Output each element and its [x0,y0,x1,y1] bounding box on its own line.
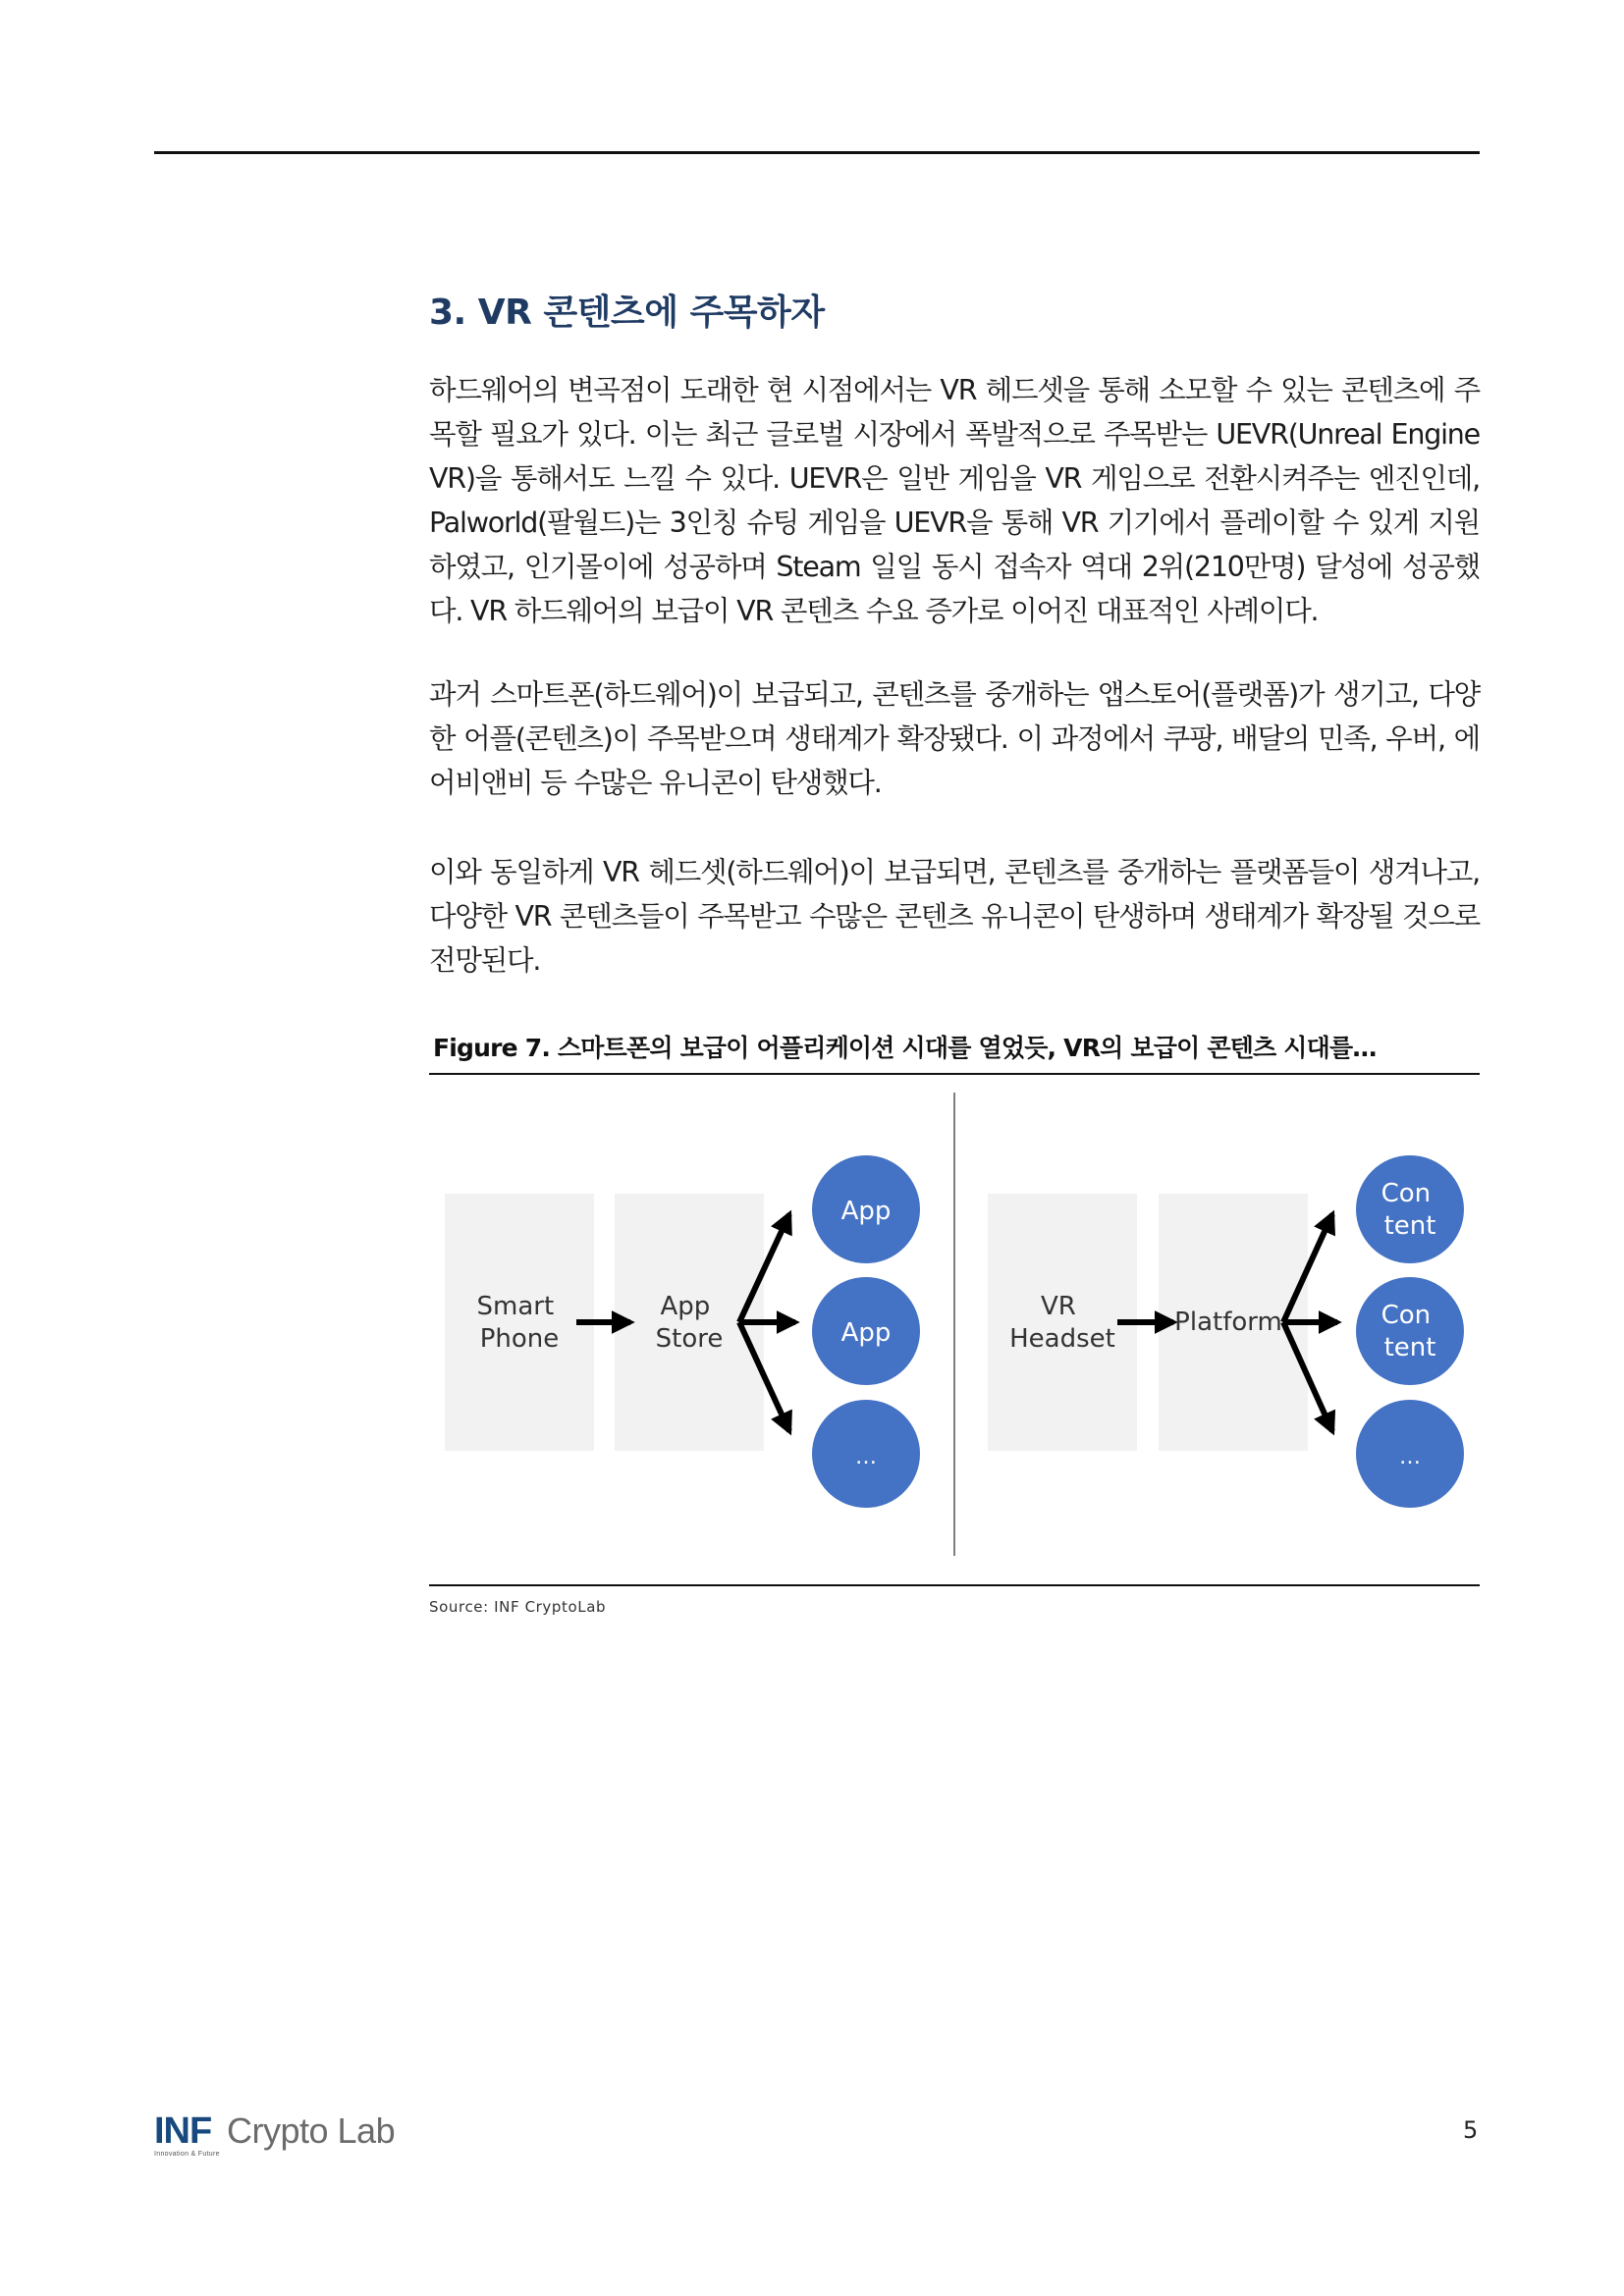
content-circle-2-label: Con tent [1380,1301,1436,1362]
company-logo [154,2111,409,2166]
header-rule [154,151,1480,154]
page-number: 5 [1463,2116,1479,2144]
vr-headset-box [988,1194,1137,1451]
smartphone-label: Smart Phone [476,1292,560,1354]
body-paragraph-2: 과거 스마트폰(하드웨어)이 보급되고, 콘텐츠를 중개하는 앱스토어(플랫폼)가 생기고, 다양한 어플(콘텐츠)이 주목받으며 생태계가 확장됐다. 이 과정에서 쿠팡, 배달의 민족, 우버, 에어비앤비 등 수많은 유니콘이 탄생했다. [429,678,1480,799]
figure-source: Source: INF CryptoLab [429,1598,607,1616]
logo-tagline: Innovation & Future [154,2151,220,2158]
platform-label: Platform [1174,1308,1282,1337]
logo-name-text: Crypto Lab [227,2110,396,2151]
content-circle-2 [1356,1277,1464,1385]
app-circle-1-label: App [840,1197,892,1226]
more-circle-right-label: … [1399,1445,1421,1469]
content-circle-1 [1356,1155,1464,1263]
figure-bottom-rule [429,1584,1480,1586]
app-circle-2-label: App [840,1318,892,1348]
body-paragraph-1: 하드웨어의 변곡점이 도래한 현 시점에서는 VR 헤드셋을 통해 소모할 수 있는 콘텐츠에 주목할 필요가 있다. 이는 최근 글로벌 시장에서 폭발적으로 주목받는 UEVR(Unreal Engine VR)을 통해서도 느낄 수 있다. UEVR은 일반 게임을 VR 게임으로 전환시켜주는 엔진인데, Palworld(팔월드)는 3인칭 슈팅 게임을 UEVR을 통해 VR 기기에서 플레이할 수 있게 지원하였고, 인기몰이에 성공하며 Steam 일일 동시 접속자 역대 2위(210만명) 달성에 성공했다. VR 하드웨어의 보급이 VR 콘텐츠 수요 증가로 이어진 대표적인 사례이다. [429,374,1480,627]
section-title: 3. VR 콘텐츠에 주목하자 [429,293,825,333]
diagram-svg [429,1090,1480,1580]
body-paragraph-3: 이와 동일하게 VR 헤드셋(하드웨어)이 보급되면, 콘텐츠를 중개하는 플랫폼들이 생겨나고, 다양한 VR 콘텐츠들이 주목받고 수많은 콘텐츠 유니콘이 탄생하며 생태계가 확장될 것으로 전망된다. [429,856,1480,977]
smartphone-box [445,1194,594,1451]
more-circle-left-label: … [855,1445,877,1469]
figure-caption: Figure 7. 스마트폰의 보급이 어플리케이션 시대를 열었듯, VR의 보급이 콘텐츠 시대를… [433,1034,1377,1062]
vr-headset-label: VR Headset [1009,1292,1115,1354]
logo-inf-text: INF [154,2110,212,2152]
content-circle-1-label: Con tent [1380,1179,1436,1241]
figure-top-rule [429,1073,1480,1075]
appstore-label: App Store [655,1292,724,1354]
figure-diagram [429,1090,1480,1580]
